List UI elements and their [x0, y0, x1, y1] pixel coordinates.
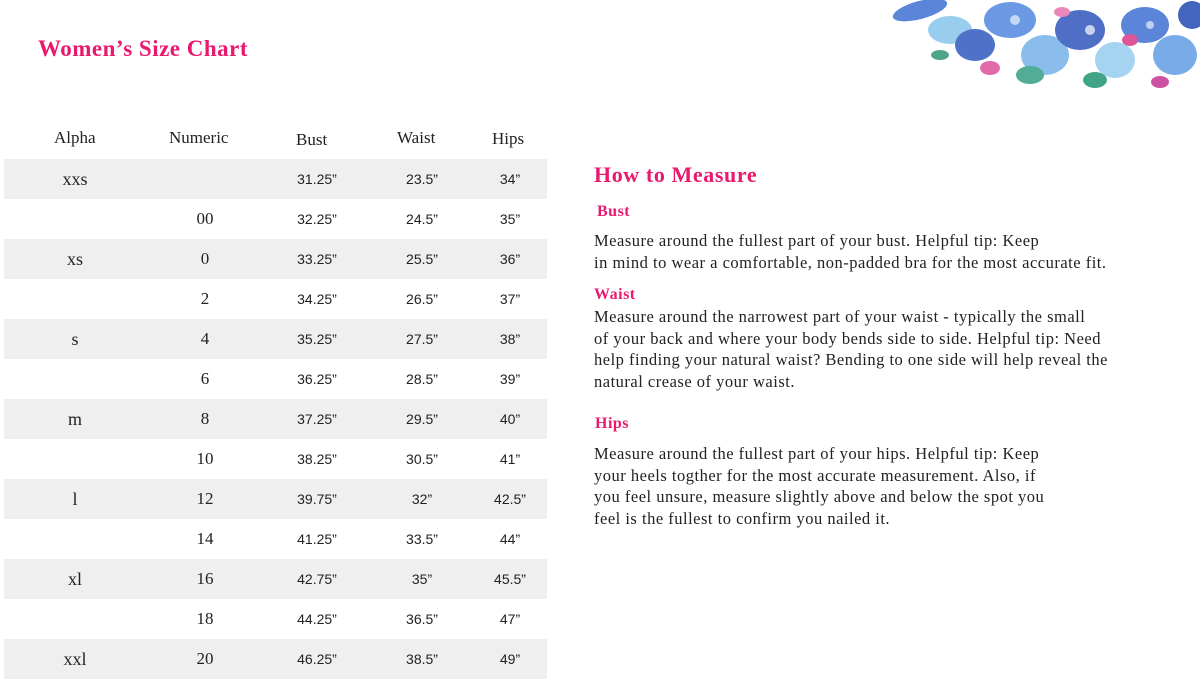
cell-numeric: 8	[200, 409, 210, 428]
table-row	[4, 479, 547, 519]
cell-waist: 27.5”	[406, 331, 438, 347]
bust-text: Measure around the fullest part of your bust. Helpful tip: Keep in mind to wear a comfortable, non-padded bra for the most accurate fit.	[594, 231, 1107, 272]
cell-hips: 38”	[499, 331, 521, 347]
table-row	[4, 359, 547, 399]
header-numeric: Numeric	[169, 128, 229, 147]
cell-hips: 41”	[499, 451, 521, 467]
cell-bust: 32.25”	[297, 211, 337, 227]
table-row	[4, 199, 547, 239]
bust-heading: Bust	[597, 203, 631, 220]
cell-bust: 39.75”	[297, 491, 337, 507]
table-row	[4, 599, 547, 639]
floral-watercolor-icon	[880, 0, 1200, 95]
cell-bust: 46.25”	[297, 651, 337, 667]
cell-alpha: s	[71, 329, 79, 349]
cell-hips: 47”	[499, 611, 521, 627]
cell-hips: 49”	[499, 651, 521, 667]
cell-numeric: 00	[196, 209, 214, 228]
waist-heading: Waist	[594, 286, 636, 303]
table-row	[4, 239, 547, 279]
table-row	[4, 519, 547, 559]
table-row	[4, 279, 547, 319]
cell-numeric: 20	[196, 649, 214, 668]
cell-alpha: xxs	[62, 169, 88, 189]
cell-waist: 23.5”	[406, 171, 438, 187]
hips-heading: Hips	[595, 415, 630, 432]
cell-numeric: 2	[200, 289, 210, 308]
cell-bust: 35.25”	[297, 331, 337, 347]
cell-alpha	[54, 359, 96, 399]
cell-waist: 36.5”	[406, 611, 438, 627]
cell-waist: 24.5”	[406, 211, 438, 227]
cell-hips: 39”	[499, 371, 521, 387]
cell-hips: 34”	[499, 171, 521, 187]
cell-alpha: xl	[67, 569, 82, 589]
hips-text: Measure around the fullest part of your hips. Helpful tip: Keep your heels togther for the most accurate measurement. Also, if you feel unsure, measure slightly above and below the spot you feel is the fullest to confirm you nailed it.	[594, 444, 1045, 528]
cell-alpha: xs	[66, 249, 83, 269]
cell-alpha	[54, 199, 96, 239]
cell-bust: 33.25”	[297, 251, 337, 267]
cell-waist: 38.5”	[406, 651, 438, 667]
cell-numeric: 10	[196, 449, 214, 468]
cell-hips: 37”	[499, 291, 521, 307]
cell-alpha	[54, 279, 96, 319]
cell-numeric: 0	[200, 249, 210, 268]
cell-numeric: 12	[196, 489, 214, 508]
cell-bust: 44.25”	[297, 611, 337, 627]
cell-waist: 32”	[411, 491, 433, 507]
cell-bust: 38.25”	[297, 451, 337, 467]
cell-waist: 29.5”	[406, 411, 438, 427]
cell-hips: 36”	[499, 251, 521, 267]
table-row	[4, 319, 547, 359]
cell-waist: 33.5”	[406, 531, 438, 547]
cell-waist: 28.5”	[406, 371, 438, 387]
table-row	[4, 159, 547, 199]
table-row	[4, 559, 547, 599]
cell-waist: 25.5”	[406, 251, 438, 267]
cell-numeric: 6	[200, 369, 210, 388]
cell-bust: 42.75”	[297, 571, 337, 587]
header-hips: Hips	[492, 129, 525, 148]
table-header	[0, 122, 548, 156]
cell-bust: 31.25”	[297, 171, 337, 187]
cell-hips: 44”	[499, 531, 521, 547]
header-waist: Waist	[397, 128, 436, 147]
cell-alpha	[54, 519, 96, 559]
cell-bust: 37.25”	[297, 411, 337, 427]
cell-waist: 26.5”	[406, 291, 438, 307]
measure-title: How to Measure	[594, 162, 758, 187]
table-row	[4, 639, 547, 679]
table-row	[4, 439, 547, 479]
cell-numeric	[182, 159, 228, 199]
cell-alpha: m	[67, 409, 82, 429]
cell-numeric: 4	[200, 329, 210, 348]
cell-hips: 35”	[499, 211, 521, 227]
waist-text: Measure around the narrowest part of your waist - typically the small of your back and where your body bends side to side. Helpful tip: Need help finding your natural waist? Bending to one side will help reveal the natural crease of your waist.	[594, 307, 1108, 391]
cell-numeric: 18	[196, 609, 214, 628]
page-title: Women’s Size Chart	[38, 36, 249, 61]
cell-waist: 30.5”	[406, 451, 438, 467]
how-to-measure	[594, 160, 1194, 529]
cell-alpha	[54, 599, 96, 639]
cell-numeric: 16	[196, 569, 214, 588]
header-bust: Bust	[296, 130, 328, 149]
cell-bust: 36.25”	[297, 371, 337, 387]
cell-alpha: xxl	[63, 649, 87, 669]
cell-hips: 42.5”	[494, 491, 526, 507]
cell-bust: 34.25”	[297, 291, 337, 307]
cell-alpha: l	[72, 489, 78, 509]
table-row	[4, 399, 547, 439]
cell-hips: 45.5”	[494, 571, 526, 587]
cell-hips: 40”	[499, 411, 521, 427]
cell-bust: 41.25”	[297, 531, 337, 547]
cell-waist: 35”	[411, 571, 433, 587]
header-alpha: Alpha	[54, 128, 96, 147]
cell-alpha	[54, 439, 96, 479]
size-table	[4, 159, 547, 679]
cell-numeric: 14	[196, 529, 214, 548]
